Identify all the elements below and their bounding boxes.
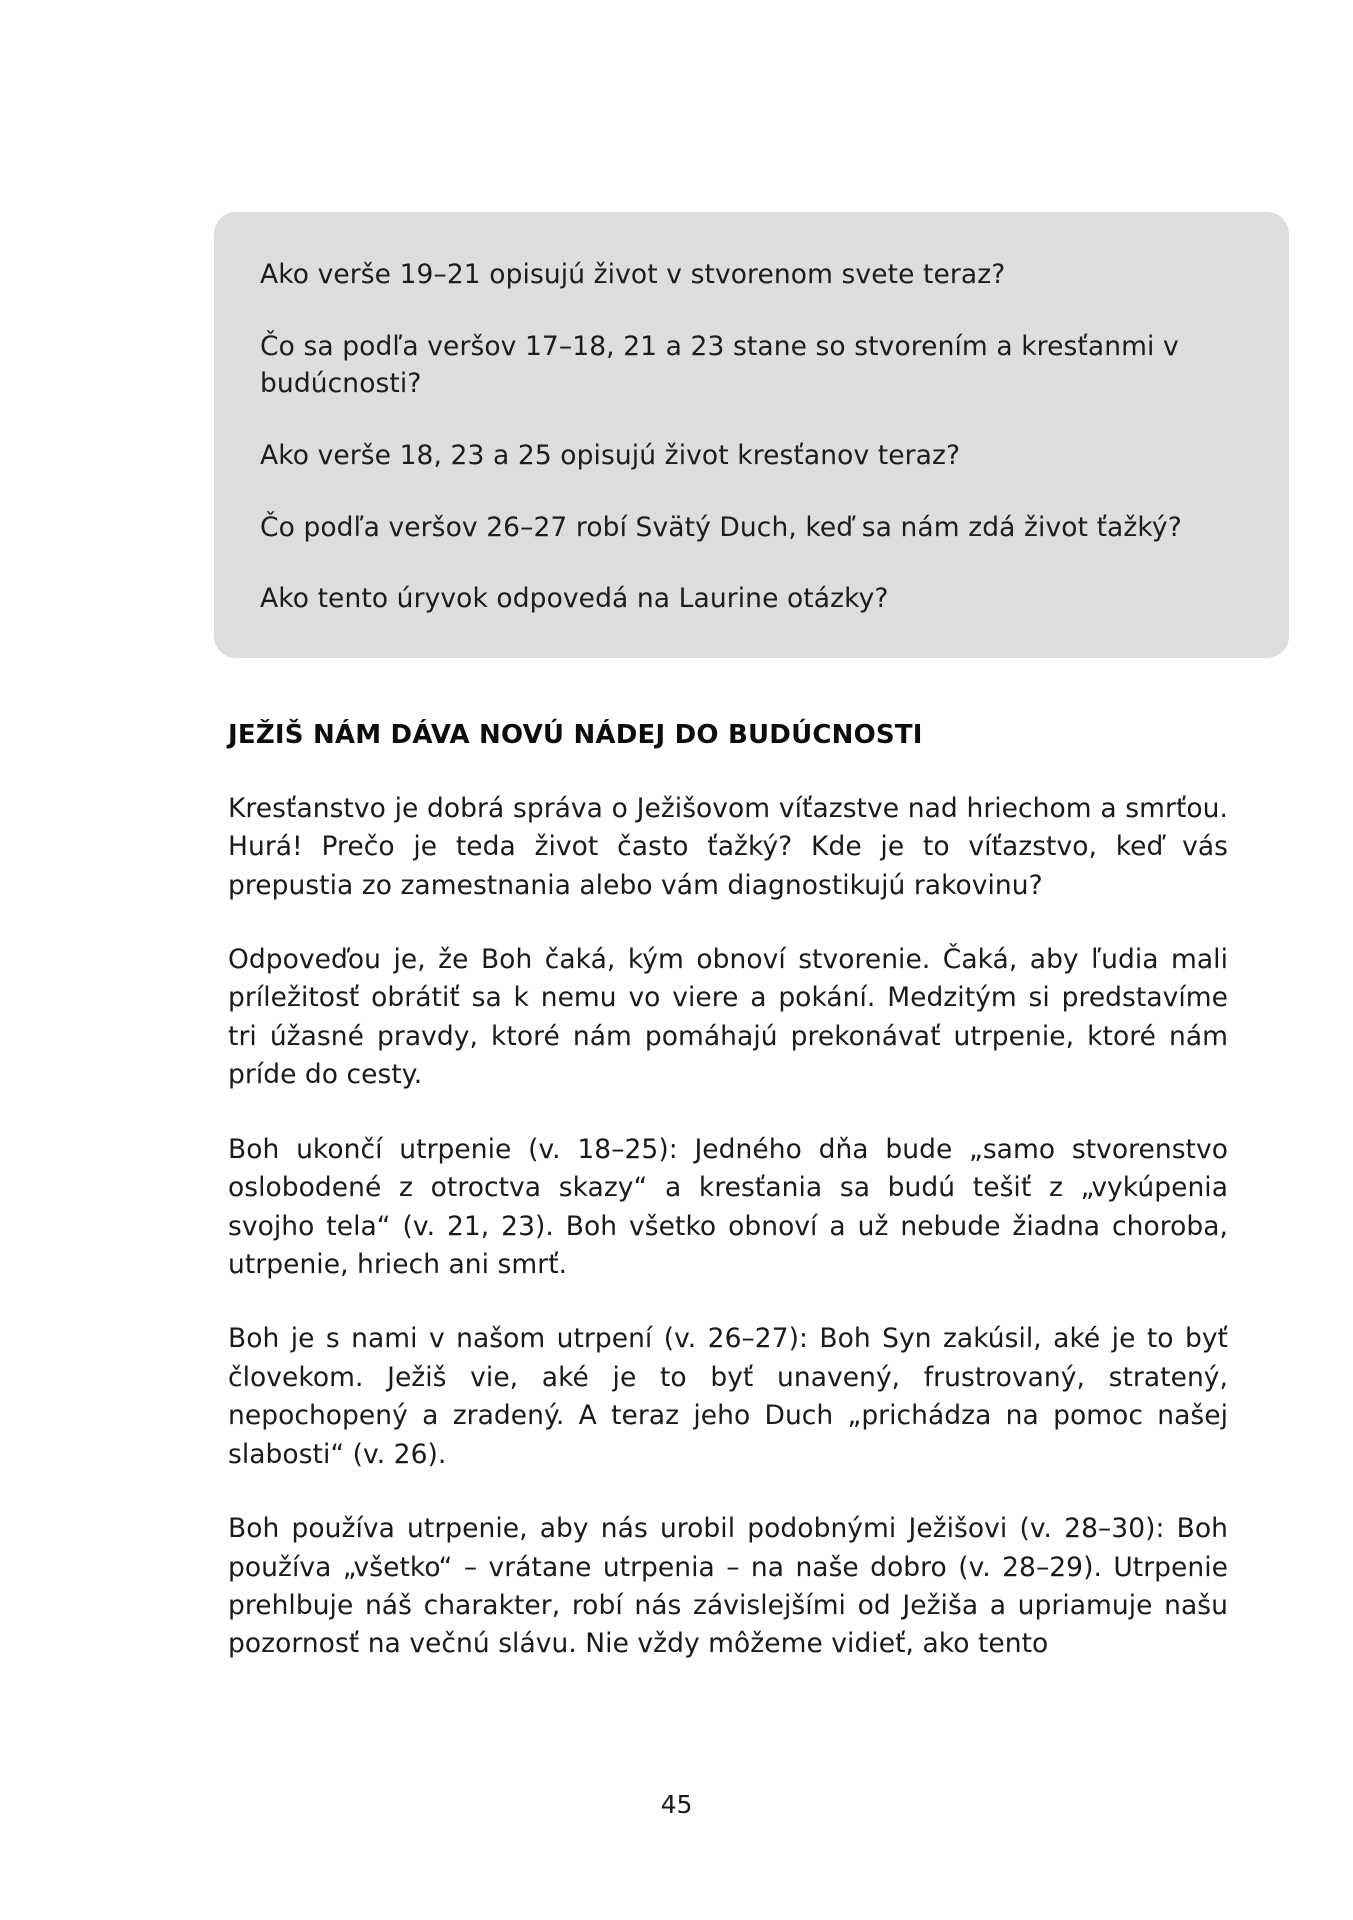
page-number: 45 xyxy=(660,1790,693,1819)
page-content xyxy=(228,212,1228,1664)
body-paragraph: Boh ukončí utrpenie (v. 18–25): Jedného dňa bude „samo stvorenstvo oslobodené z otroctva skazy“ a kresťania sa budú tešiť z „vykúpenia svojho tela“ (v. 21, 23). Boh všetko obnoví a už nebude žiadna choroba, utrpenie, hriech ani smrť. xyxy=(228,1133,1228,1280)
body-paragraph: Kresťanstvo je dobrá správa o Ježišovom víťazstve nad hriechom a smrťou. Hurá! Prečo je teda život často ťažký? Kde je to víťazstvo, keď vás prepustia zo zamestnania alebo vám diagnostikujú rakovinu? xyxy=(228,792,1228,901)
body-paragraph: Boh používa utrpenie, aby nás urobil podobnými Ježišovi (v. 28–30): Boh používa „všetko“ – vrátane utrpenia – na naše dobro (v. 28–29). Utrpenie prehlbuje náš charakter, robí nás závislejšími od Ježiša a upriamuje našu pozornosť na večnú slávu. Nie vždy môžeme vidieť, ako tento xyxy=(228,1513,1228,1660)
question-item: Čo podľa veršov 26–27 robí Svätý Duch, keď sa nám zdá život ťažký? xyxy=(260,511,1182,543)
question-item: Ako verše 18, 23 a 25 opisujú život kresťanov teraz? xyxy=(260,439,961,471)
body-text xyxy=(228,790,1228,1664)
question-item: Ako verše 19–21 opisujú život v stvorenom svete teraz? xyxy=(260,259,1006,290)
section-heading: JEŽIŠ NÁM DÁVA NOVÚ NÁDEJ DO BUDÚCNOSTI xyxy=(228,719,923,750)
question-item: Ako tento úryvok odpovedá na Laurine otázky? xyxy=(260,583,889,615)
question-box xyxy=(214,212,1289,658)
question-item: Čo sa podľa veršov 17–18, 21 a 23 stane so stvorením a kresťanmi v budúcnosti? xyxy=(260,330,1179,400)
body-paragraph: Odpoveďou je, že Boh čaká, kým obnoví stvorenie. Čaká, aby ľudia mali príležitosť obrátiť sa k nemu vo viere a pokání. Medzitým si predstavíme tri úžasné pravdy, ktoré nám pomáhajú prekonávať utrpenie, ktoré nám príde do cesty. xyxy=(228,944,1228,1091)
body-paragraph: Boh je s nami v našom utrpení (v. 26–27): Boh Syn zakúsil, aké je to byť človekom. Ježiš vie, aké je to byť unavený, frustrovaný, stratený, nepochopený a zradený. A teraz jeho Duch „prichádza na pomoc našej slabosti“ (v. 26). xyxy=(228,1323,1228,1470)
